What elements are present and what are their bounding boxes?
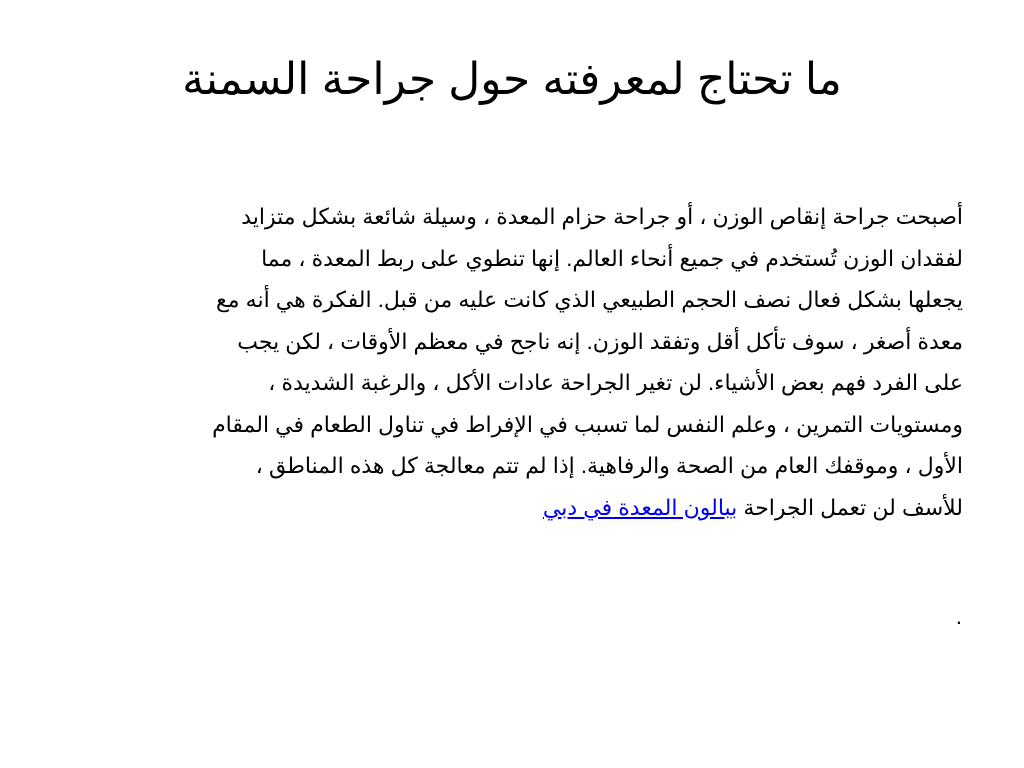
body-line: لفقدان الوزن تُستخدم في جميع أنحاء العالم. إنها تنطوي على ربط المعدة ، مما bbox=[261, 245, 963, 271]
body-line: الأول ، وموقفك العام من الصحة والرفاهية. إذا لم تتم معالجة كل هذه المناطق ، bbox=[255, 453, 963, 478]
gastric-balloon-dubai-link[interactable]: ببالون المعدة في دبي bbox=[542, 494, 738, 520]
slide-title: ما تحتاج لمعرفته حول جراحة السمنة bbox=[182, 55, 842, 104]
body-line: أصبحت جراحة إنقاص الوزن ، أو جراحة حزام المعدة ، وسيلة شائعة بشكل متزايد bbox=[241, 204, 963, 229]
slide-body bbox=[58, 196, 963, 528]
closing-period: . bbox=[955, 604, 962, 629]
body-last-line-text: للأسف لن تعمل الجراحة bbox=[737, 494, 963, 520]
body-line: ومستويات التمرين ، وعلم النفس لما تسبب في الإفراط في تناول الطعام في المقام bbox=[212, 411, 963, 437]
body-line: معدة أصغر ، سوف تأكل أقل وتفقد الوزن. إنه ناجح في معظم الأوقات ، لكن يجب bbox=[237, 328, 963, 354]
body-last-line bbox=[58, 487, 963, 529]
body-line: يجعلها بشكل فعال نصف الحجم الطبيعي الذي كانت عليه من قبل. الفكرة هي أنه مع bbox=[216, 287, 963, 312]
body-line: على الفرد فهم بعض الأشياء. لن تغير الجراحة عادات الأكل ، والرغبة الشديدة ، bbox=[268, 370, 963, 395]
